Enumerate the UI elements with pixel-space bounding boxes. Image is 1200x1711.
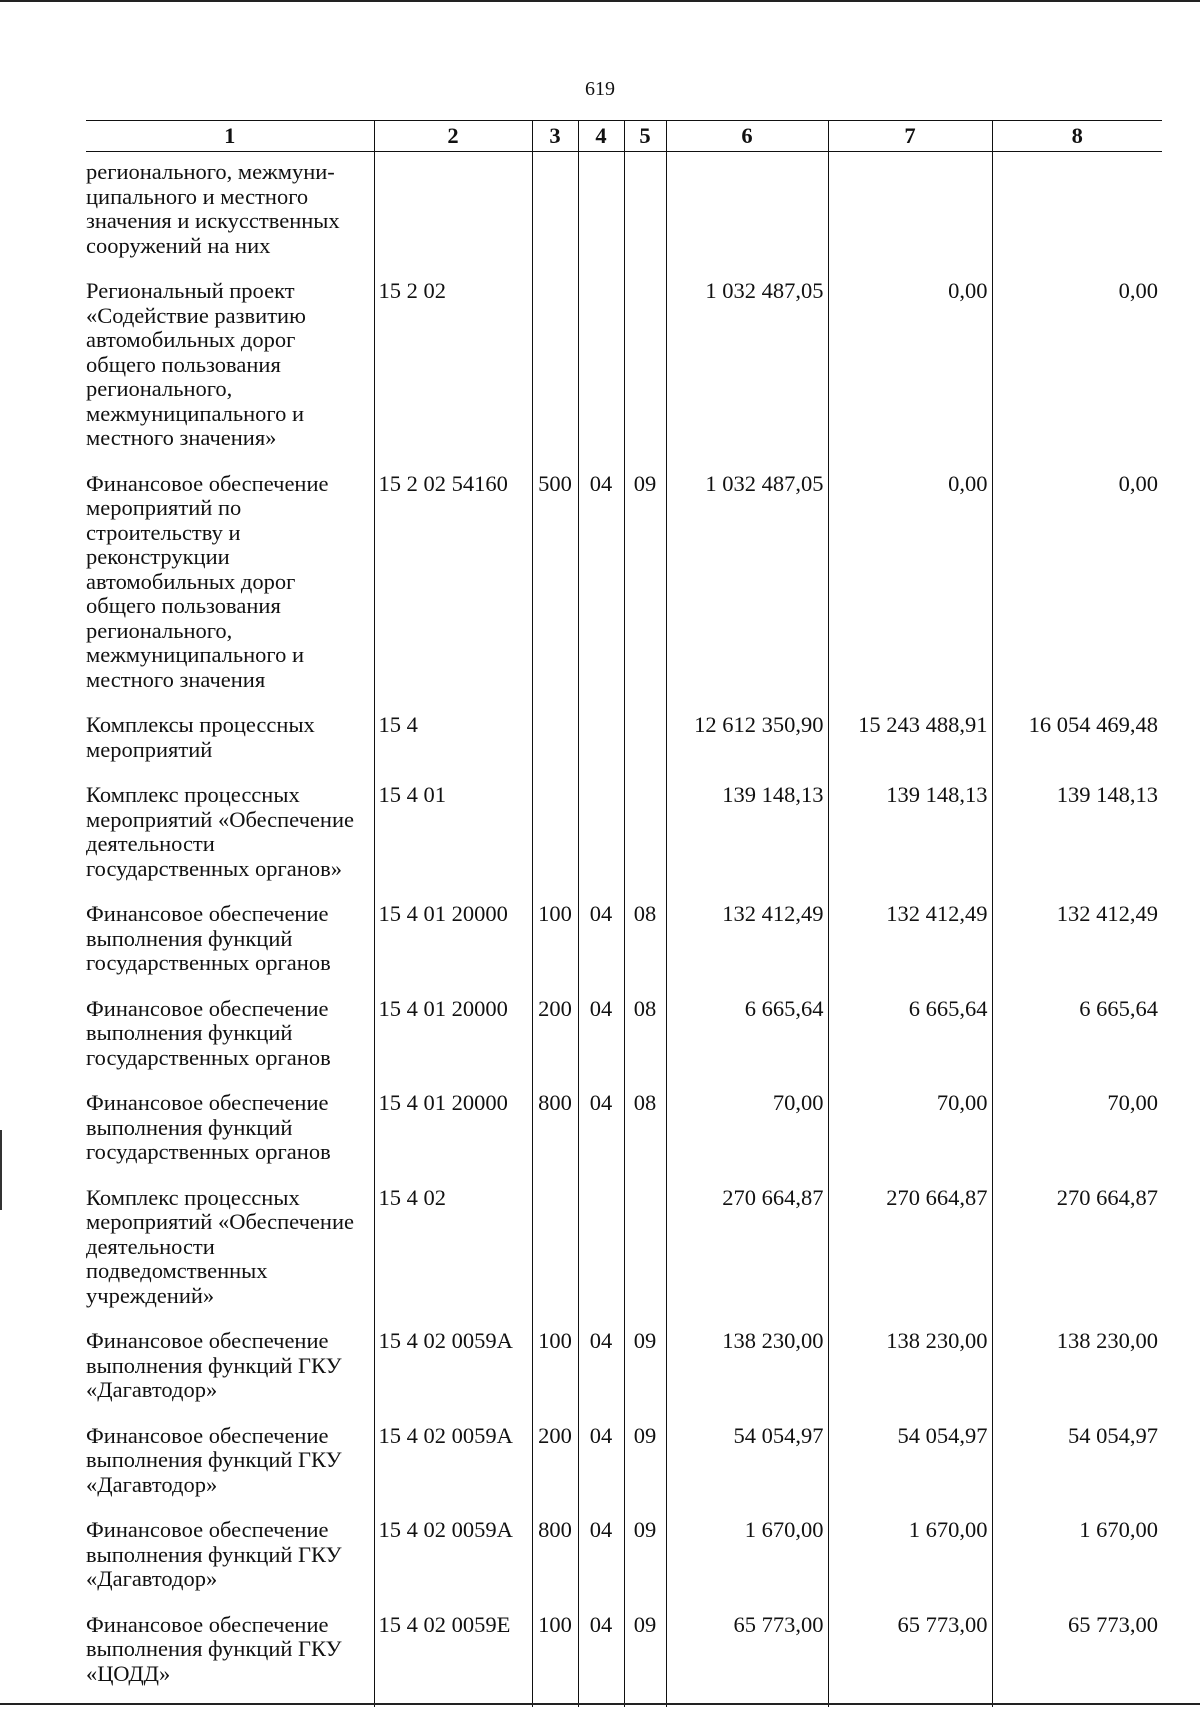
row-name: Финансовое обеспечение выполнения функций государственных органов	[86, 1091, 374, 1186]
row-amount-col-7: 270 664,87	[828, 1186, 992, 1330]
row-code: 15 4 01	[374, 783, 532, 902]
table-row	[86, 472, 1162, 714]
row-amount-col-6: 70,00	[666, 1091, 828, 1186]
row-col-5: 08	[624, 902, 666, 997]
row-amount-col-6: 1 032 487,05	[666, 472, 828, 714]
header-col-3: 3	[532, 121, 578, 152]
scan-edge-bottom	[0, 1703, 1200, 1705]
row-col-4: 04	[578, 472, 624, 714]
row-name: Комплекс процессных мероприятий «Обеспечение деятельности подведомственных учреждений»	[86, 1186, 374, 1330]
table-row	[86, 1329, 1162, 1424]
row-code: 15 2 02 54160	[374, 472, 532, 714]
row-amount-col-7: 1 670,00	[828, 1518, 992, 1613]
row-col-3	[532, 713, 578, 783]
row-col-5: 08	[624, 997, 666, 1092]
row-col-4: 04	[578, 1091, 624, 1186]
row-col-5: 08	[624, 1091, 666, 1186]
row-col-3	[532, 279, 578, 472]
row-code: 15 4 02	[374, 1186, 532, 1330]
row-name: Финансовое обеспечение выполнения функций ГКУ «Дагавтодор»	[86, 1518, 374, 1613]
row-amount-col-6: 65 773,00	[666, 1613, 828, 1708]
row-amount-col-7: 138 230,00	[828, 1329, 992, 1424]
row-col-5: 09	[624, 1518, 666, 1613]
row-col-3: 500	[532, 472, 578, 714]
header-col-6: 6	[666, 121, 828, 152]
header-row	[86, 121, 1162, 152]
row-col-4	[578, 279, 624, 472]
header-col-7: 7	[828, 121, 992, 152]
row-col-4: 04	[578, 1518, 624, 1613]
table-row	[86, 1613, 1162, 1708]
row-col-4	[578, 152, 624, 280]
table-row	[86, 783, 1162, 902]
row-col-3: 200	[532, 997, 578, 1092]
row-amount-col-8: 16 054 469,48	[992, 713, 1162, 783]
row-col-3: 200	[532, 1424, 578, 1519]
budget-table	[86, 120, 1162, 1707]
table-row	[86, 152, 1162, 280]
row-col-3: 800	[532, 1091, 578, 1186]
row-amount-col-8: 54 054,97	[992, 1424, 1162, 1519]
header-col-8: 8	[992, 121, 1162, 152]
scan-margin-mark	[0, 1130, 2, 1210]
table-row	[86, 1186, 1162, 1330]
row-name: Финансовое обеспечение выполнения функций ГКУ «Дагавтодор»	[86, 1424, 374, 1519]
row-col-4	[578, 713, 624, 783]
row-col-5: 09	[624, 1424, 666, 1519]
table-row	[86, 1424, 1162, 1519]
row-col-5: 09	[624, 1613, 666, 1708]
table-row	[86, 279, 1162, 472]
row-col-4: 04	[578, 902, 624, 997]
scan-edge-top	[0, 0, 1200, 2]
row-amount-col-7	[828, 152, 992, 280]
row-amount-col-8: 139 148,13	[992, 783, 1162, 902]
row-amount-col-7: 139 148,13	[828, 783, 992, 902]
row-amount-col-8: 0,00	[992, 472, 1162, 714]
row-amount-col-8: 132 412,49	[992, 902, 1162, 997]
row-col-4: 04	[578, 997, 624, 1092]
row-amount-col-7: 132 412,49	[828, 902, 992, 997]
row-amount-col-8: 138 230,00	[992, 1329, 1162, 1424]
row-amount-col-7: 15 243 488,91	[828, 713, 992, 783]
row-col-4	[578, 1186, 624, 1330]
row-amount-col-8	[992, 152, 1162, 280]
row-amount-col-6: 138 230,00	[666, 1329, 828, 1424]
header-col-5: 5	[624, 121, 666, 152]
row-amount-col-6: 139 148,13	[666, 783, 828, 902]
row-amount-col-7: 70,00	[828, 1091, 992, 1186]
row-col-4: 04	[578, 1424, 624, 1519]
row-amount-col-6: 270 664,87	[666, 1186, 828, 1330]
row-col-3	[532, 783, 578, 902]
row-amount-col-7: 0,00	[828, 472, 992, 714]
row-name: Финансовое обеспечение выполнения функций государственных органов	[86, 997, 374, 1092]
row-name: Комплекс процессных мероприятий «Обеспечение деятельности государственных органов»	[86, 783, 374, 902]
row-col-5	[624, 783, 666, 902]
header-col-1: 1	[86, 121, 374, 152]
row-code: 15 4 02 0059А	[374, 1329, 532, 1424]
row-amount-col-6: 54 054,97	[666, 1424, 828, 1519]
row-col-3	[532, 152, 578, 280]
row-col-3: 100	[532, 1329, 578, 1424]
row-amount-col-6: 1 032 487,05	[666, 279, 828, 472]
row-name: Финансовое обеспечение выполнения функций ГКУ «Дагавтодор»	[86, 1329, 374, 1424]
row-amount-col-8: 6 665,64	[992, 997, 1162, 1092]
row-amount-col-7: 54 054,97	[828, 1424, 992, 1519]
row-col-3: 100	[532, 1613, 578, 1708]
header-col-2: 2	[374, 121, 532, 152]
table-row	[86, 713, 1162, 783]
table-row	[86, 997, 1162, 1092]
table-row	[86, 902, 1162, 997]
row-col-4: 04	[578, 1613, 624, 1708]
row-name: Региональный проект «Содействие развитию автомобильных дорог общего пользования регионального, межмуниципального и местного значения»	[86, 279, 374, 472]
row-amount-col-8: 1 670,00	[992, 1518, 1162, 1613]
row-amount-col-6: 6 665,64	[666, 997, 828, 1092]
row-code: 15 4 02 0059А	[374, 1424, 532, 1519]
header-col-4: 4	[578, 121, 624, 152]
row-name: Комплексы процессных мероприятий	[86, 713, 374, 783]
page-number: 619	[585, 78, 615, 100]
row-code: 15 4 01 20000	[374, 997, 532, 1092]
row-amount-col-7: 65 773,00	[828, 1613, 992, 1708]
row-code	[374, 152, 532, 280]
row-amount-col-8: 65 773,00	[992, 1613, 1162, 1708]
row-col-5	[624, 1186, 666, 1330]
row-amount-col-6	[666, 152, 828, 280]
row-amount-col-8: 0,00	[992, 279, 1162, 472]
row-col-5	[624, 713, 666, 783]
row-col-4	[578, 783, 624, 902]
row-code: 15 4 01 20000	[374, 1091, 532, 1186]
row-code: 15 2 02	[374, 279, 532, 472]
row-amount-col-7: 6 665,64	[828, 997, 992, 1092]
row-name: Финансовое обеспечение выполнения функций государственных органов	[86, 902, 374, 997]
row-code: 15 4 01 20000	[374, 902, 532, 997]
row-name: Финансовое обеспечение выполнения функций ГКУ «ЦОДД»	[86, 1613, 374, 1708]
row-name: регионального, межмуни-ципального и местного значения и искусственных сооружений на них	[86, 152, 374, 280]
row-col-3	[532, 1186, 578, 1330]
row-col-5	[624, 279, 666, 472]
table-row	[86, 1091, 1162, 1186]
row-code: 15 4	[374, 713, 532, 783]
row-col-5: 09	[624, 472, 666, 714]
row-amount-col-6: 1 670,00	[666, 1518, 828, 1613]
row-code: 15 4 02 0059Е	[374, 1613, 532, 1708]
row-amount-col-8: 70,00	[992, 1091, 1162, 1186]
row-name: Финансовое обеспечение мероприятий по строительству и реконструкции автомобильных дорог общего пользования регионального, межмуниципального и местного значения	[86, 472, 374, 714]
table-row	[86, 1518, 1162, 1613]
row-col-3: 100	[532, 902, 578, 997]
row-col-4: 04	[578, 1329, 624, 1424]
row-amount-col-6: 12 612 350,90	[666, 713, 828, 783]
row-col-5	[624, 152, 666, 280]
row-amount-col-7: 0,00	[828, 279, 992, 472]
row-amount-col-6: 132 412,49	[666, 902, 828, 997]
row-col-3: 800	[532, 1518, 578, 1613]
row-code: 15 4 02 0059А	[374, 1518, 532, 1613]
row-amount-col-8: 270 664,87	[992, 1186, 1162, 1330]
row-col-5: 09	[624, 1329, 666, 1424]
